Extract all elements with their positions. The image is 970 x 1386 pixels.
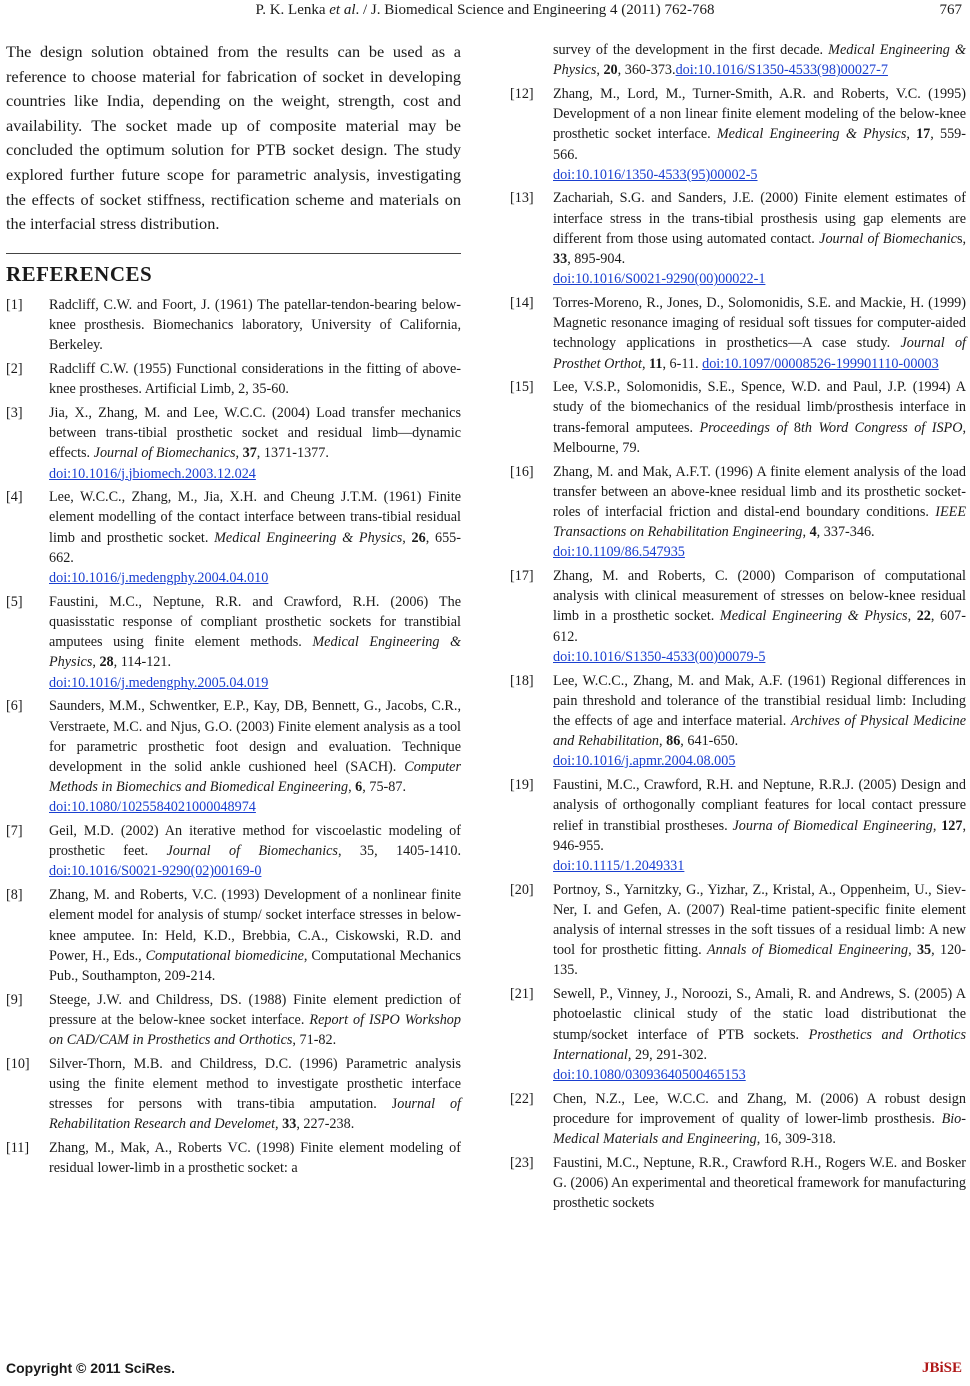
reference-item (6, 295, 461, 356)
doi-link[interactable]: doi:10.1016/1350-4533(95)00002-5 (553, 166, 758, 183)
reference-authors-title: Zhang, M. and Roberts, V.C. (1993) Development of a nonlinear finite element model for analysis of stump/ socket interface stresses in below-knee amputee. In: Held, K.D., Brebbia, C.A., Ciskowski, R.D. and Power, H., Eds., (49, 887, 461, 964)
reference-separator: , 16, 309-318. (756, 1131, 836, 1148)
reference-authors-title: Silver-Thorn, M.B. and Childress, D.C. (1996) Parametric analysis using the finite element method to investigate prosthetic interface stresses for persons with trans-tibia amputation. J (49, 1055, 461, 1113)
reference-pages: , 75-87. (362, 779, 406, 796)
reference-volume: 35 (916, 942, 932, 959)
copyright-notice: Copyright © 2011 SciRes. (6, 1360, 176, 1376)
running-title-etal: et al (329, 2, 356, 18)
reference-number: [8] (6, 887, 23, 904)
reference-number: [9] (6, 991, 23, 1008)
reference-number: [11] (6, 1140, 30, 1157)
reference-volume: 4 (809, 524, 817, 541)
reference-journal: ournal of Rehabilitation Research and Develomet (49, 1096, 462, 1133)
reference-number: [16] (510, 463, 534, 480)
reference-separator: , 29, 291-302. (627, 1046, 708, 1063)
reference-item (510, 1153, 966, 1214)
doi-link[interactable]: doi:10.1016/S0021-9290(02)00169-0 (49, 863, 262, 880)
reference-journal: Bio-Medical Materials and Engineering (553, 1110, 966, 1148)
reference-separator: , 71-82. (292, 1032, 337, 1049)
reference-journal: Medical Engineering & Physics (716, 126, 907, 143)
reference-separator: , (908, 942, 917, 959)
reference-pages: , 120-135. (553, 942, 966, 979)
doi-link[interactable]: doi:10.1016/j.medengphy.2004.04.010 (49, 570, 269, 587)
reference-separator: s, (956, 230, 967, 247)
doi-link[interactable]: doi:10.1080/03093640500465153 (553, 1066, 746, 1083)
reference-journal: Medical Engineering & Physics (49, 634, 461, 671)
reference-separator: , (275, 1116, 283, 1133)
reference-volume: 17 (916, 126, 931, 143)
right-column (510, 40, 966, 1217)
reference-authors-title: Lee, V.S.P., Solomonidis, S.E., Spence, W.D. and Paul, J.P. (1994) A study of the biomechanics of the residual limb/prosthesis interface in trans-femoral amputees. (553, 379, 966, 436)
reference-number: [22] (510, 1090, 534, 1107)
reference-volume: 22 (916, 608, 931, 625)
references-heading: REFERENCES (6, 261, 153, 286)
reference-item (510, 293, 966, 374)
reference-text: Radcliff, C.W. and Foort, J. (1961) The patellar-tendon-bearing below-knee prosthesis. Biomechanics laboratory, University of California, Berkeley. (49, 296, 461, 354)
reference-authors-title: Chen, N.Z., Lee, W.C.C. and Zhang, M. (2006) A robust design procedure for improvement of quality of lower-limb prosthesis. (553, 1090, 966, 1127)
reference-item (6, 592, 461, 693)
conclusion-paragraph: The design solution obtained from the results can be used as a reference to choose material for fabrication of socket in developing countries like India, depending on the weight, strength, cost and availability. The socket made up of composite material may be concluded the optimum solution for PTB socket design. The study explored further future scope for parametric analysis, investigating the effects of socket stiffness, rectification scheme and materials on the interfacial stress distribution. (6, 42, 461, 234)
reference-volume: 127 (941, 817, 963, 834)
reference-number: [2] (6, 361, 23, 378)
reference-pages: , 6-11. (662, 355, 703, 372)
reference-item (6, 821, 461, 882)
reference-separator: , (659, 733, 667, 750)
reference-authors-title: Faustini, M.C., Neptune, R.R. and Crawford, R.H. (2006) The quasisstatic response of compliant prosthetic sockets for transtibial amputees using finite element methods. (49, 593, 461, 651)
reference-journal: Journa of Biomedical Engineering (732, 817, 933, 834)
reference-item (6, 1054, 461, 1135)
doi-link[interactable]: doi:10.1115/1.2049331 (553, 857, 685, 874)
reference-volume: 33 (282, 1116, 297, 1133)
reference-journal: IEEE Transactions on Rehabilitation Engineering (553, 503, 966, 541)
doi-link[interactable]: doi:10.1016/j.medengphy.2005.04.019 (49, 674, 269, 691)
doi-line (49, 797, 461, 817)
reference-journal: Medical Engineering & Physics (214, 529, 403, 546)
reference-item (6, 885, 461, 986)
reference-volume: 11 (649, 355, 663, 372)
reference-separator: , (641, 355, 650, 372)
left-column (6, 40, 461, 1182)
reference-item (6, 359, 461, 399)
references-list-left (6, 295, 461, 1179)
reference-number: [3] (6, 404, 23, 421)
reference-journal: Journal of Prosthet Orthot (553, 335, 966, 372)
doi-line (49, 464, 461, 484)
doi-link[interactable]: doi:10.1016/S0021-9290(00)00022-1 (553, 271, 766, 288)
reference-number: [14] (510, 294, 534, 311)
reference-item (510, 566, 966, 667)
reference-journal-cont: th Word Congress of ISPO (800, 419, 963, 436)
doi-link[interactable]: doi:10.1016/S1350-4533(98)00027-7 (675, 62, 888, 79)
reference-authors-title: Sewell, P., Vinney, J., Noroozi, S., Amali, R. and Andrews, S. (2005) A photoelastic clinical study of the static load distributionat the stump/socket interface of PTB sockets. (553, 986, 966, 1043)
reference-pages: , 337-346. (816, 524, 875, 541)
doi-link[interactable]: doi:10.1016/S1350-4533(00)00079-5 (553, 648, 766, 665)
reference-journal: Prosthetics and Orthotics International (553, 1026, 966, 1063)
reference-journal: Medical Engineering & Physics (553, 42, 966, 79)
reference-volume: 86 (666, 733, 681, 750)
reference-authors-title: Jia, X., Zhang, M. and Lee, W.C.C. (2004) Load transfer mechanics between trans-tibial prosthetic socket and residual limb—dynamic effects. (49, 404, 461, 462)
reference-pages: , 655-662. (49, 529, 461, 566)
journal-abbreviation: JBiSE (921, 1360, 962, 1376)
doi-line (553, 856, 966, 876)
doi-line (49, 568, 461, 588)
reference-pages: , 895-904. (567, 251, 626, 268)
reference-item (510, 775, 966, 876)
reference-authors-title: Zachariah, S.G. and Sanders, J.E. (2000) Finite element estimates of interface stress in the trans-tibial prosthesis using gap elements are different from those using automated contact. (553, 190, 966, 247)
reference-journal: Computational biomedicine (145, 947, 304, 964)
doi-link[interactable]: doi:10.1080/1025584021000048974 (49, 799, 256, 816)
page-number: 767 (939, 2, 962, 18)
doi-line (553, 542, 966, 562)
reference-pages: , 114-121. (113, 654, 172, 671)
reference-volume: 33 (553, 251, 568, 268)
reference-number: [1] (6, 296, 23, 313)
reference-authors-title: Lee, W.C.C., Zhang, M., Jia, X.H. and Cheung J.T.M. (1961) Finite element modelling of the contact interface between trans-tibial residual limb and prosthetic socket. (49, 489, 461, 546)
doi-line (553, 269, 966, 289)
reference-authors-title: Saunders, M.M., Schwentker, E.P., Kay, DB, Bennett, G., Jacobs, C.R., Verstraete, M.C. and Njus, G.O. (2003) Finite element analysis as a tool for parametric prosthetic foot design and evaluation. Technique development in the solid ankle cushioned heel (SACH). (49, 698, 461, 775)
reference-separator: 8 (787, 419, 801, 436)
reference-pages: , 946-955. (553, 817, 967, 854)
reference-separator: , 35, 1405-1410. (337, 843, 461, 860)
running-title-journal: . / J. Biomedical Science and Engineering 4 (2011) 762-768 (355, 2, 715, 18)
doi-line (676, 62, 888, 78)
reference-authors-title: Steege, J.W. and Childress, DS. (1988) Finite element prediction of pressure at the below-knee socket interface. (49, 991, 461, 1028)
reference-journal: Journal of Biomechanic (819, 230, 957, 247)
reference-item (510, 84, 966, 185)
reference-item (6, 990, 461, 1051)
reference-item (510, 1089, 966, 1150)
reference-item (510, 462, 966, 563)
reference-separator: , (235, 445, 243, 462)
reference-text: Radcliff C.W. (1955) Functional considerations in the fitting of above-knee prostheses. Artificial Limb, 2, 35-60. (49, 361, 461, 398)
reference-journal: Computer Methods in Biomechics and Biomedical Engineering (49, 758, 461, 796)
reference-authors-title-part1: Zhang, M., Mak, A., Roberts VC. (1998) Finite element modeling of residual lower-limb in a prosthetic socket: a (49, 1140, 461, 1177)
reference-separator: , (596, 62, 604, 79)
reference-separator: , (92, 654, 100, 671)
reference-separator: , (932, 817, 942, 834)
doi-line (553, 647, 966, 667)
reference-authors-title: Faustini, M.C., Neptune, R.R., Crawford R.H., Rogers W.E. and Bosker G. (2006) An experimental and theoretical framework for manufacturing prosthetic sockets (553, 1154, 966, 1212)
reference-volume: 28 (99, 654, 114, 671)
doi-link[interactable]: doi:10.1016/j.apmr.2004.08.005 (553, 753, 736, 770)
reference-item (510, 880, 966, 981)
reference-separator: , (907, 608, 917, 625)
reference-authors-title: Zhang, M., Lord, M., Turner-Smith, A.R. and Roberts, V.C. (1995) Development of a non linear finite element modeling of the below-knee prosthetic socket interface. (553, 85, 966, 143)
reference-item (510, 188, 966, 289)
reference-tail: , Melbourne, 79. (553, 419, 967, 456)
reference-number: [6] (6, 698, 23, 715)
reference-separator: , (906, 126, 917, 143)
reference-number: [23] (510, 1154, 534, 1171)
running-title (0, 1, 970, 19)
reference-continuation (510, 40, 966, 80)
doi-link[interactable]: doi:10.1016/j.jbiomech.2003.12.024 (49, 465, 256, 482)
reference-number: [4] (6, 489, 23, 506)
reference-journal: Journal of Biomechanics (93, 445, 236, 462)
reference-authors-title: Zhang, M. and Mak, A.F.T. (1996) A finite element analysis of the load transfer between an above-knee residual limb and its prosthetic socket-roles of interfacial friction and distal-end boundary conditions. (553, 463, 966, 520)
reference-number: [20] (510, 881, 534, 898)
reference-authors-title-part2: survey of the development in the first decade. (553, 42, 829, 58)
reference-journal: Report of ISPO Workshop on CAD/CAM in Prosthetics and Orthotics (49, 1011, 461, 1049)
reference-number: [18] (510, 672, 534, 689)
reference-item (510, 671, 966, 772)
reference-pages: , 641-650. (680, 733, 739, 750)
running-header (0, 0, 970, 22)
reference-item (6, 403, 461, 484)
reference-item (6, 1138, 461, 1178)
doi-link[interactable]: doi:10.1109/86.547935 (553, 544, 685, 561)
reference-number: [5] (6, 593, 23, 610)
doi-line (49, 673, 461, 693)
reference-authors-title: Zhang, M. and Roberts, C. (2000) Comparison of computational analysis with clinical measurement of stresses on below-knee residual limb in a prosthetic socket. (553, 568, 966, 625)
reference-journal: Journal of Biomechanics (166, 843, 338, 860)
section-divider (6, 253, 461, 254)
reference-authors-title: Faustini, M.C., Crawford, R.H. and Neptune, R.R.J. (2005) Design and analysis of orthogonally compliant features for local contact pressure relief in transtibial prostheses. (553, 777, 966, 834)
references-list-right (510, 40, 966, 1213)
reference-volume: 26 (411, 529, 426, 546)
page-footer (0, 1356, 970, 1386)
reference-pages: , 360-373. (617, 62, 676, 79)
reference-number: [17] (510, 568, 534, 585)
reference-journal: Archives of Physical Medicine and Rehabilitation (553, 713, 967, 750)
running-title-authors: P. K. Lenka (255, 2, 330, 18)
reference-authors-title: Geil, M.D. (2002) An iterative method for viscoelastic modeling of prosthetic feet. (49, 823, 461, 860)
reference-pages: , 607-612. (553, 608, 966, 645)
reference-authors-title: Torres-Moreno, R., Jones, D., Solomonidis, S.E. and Mackie, H. (1999) Magnetic resonance imaging of residual soft tissues for computer-aided technology applications in prosthetics—A case study. (553, 294, 966, 352)
reference-journal: Annals of Biomedical Engineering (707, 942, 909, 959)
reference-journal: Proceedings of (699, 419, 788, 436)
reference-item (510, 984, 966, 1085)
doi-link[interactable]: doi:10.1097/00008526-199901110-00003 (702, 355, 939, 372)
reference-authors-title: Portnoy, S., Yarnitzky, G., Yizhar, Z., Kristal, A., Oppenheim, U., Siev-Ner, I. and Gefen, A. (2007) Real-time patient-specific finite element analysis of internal stresses in the soft tissues of a residual limb: A new tool for prosthetic fitting. (553, 881, 966, 959)
reference-number: [15] (510, 379, 534, 396)
reference-separator: , (802, 524, 810, 541)
reference-pages: , 559-566. (553, 126, 966, 163)
reference-journal: Medical Engineering & Physics (719, 608, 908, 625)
reference-separator: , (348, 779, 356, 796)
reference-number: [19] (510, 777, 534, 794)
doi-line (553, 751, 966, 771)
reference-authors-title: Lee, W.C.C., Zhang, M. and Mak, A.F. (1961) Regional differences in pain threshold and tolerance of the transtibial residual limb: Including the effects of age and interface material. (553, 672, 966, 729)
reference-volume: 6 (355, 779, 363, 796)
reference-volume: 20 (603, 62, 618, 79)
doi-line (553, 165, 966, 185)
reference-item (6, 696, 461, 817)
reference-number: [12] (510, 85, 534, 102)
reference-volume: 37 (242, 445, 257, 462)
reference-item (6, 487, 461, 588)
reference-separator: , Computational Mechanics Pub., Southampton, 209-214. (49, 947, 461, 984)
doi-line (553, 1065, 966, 1085)
reference-number: [7] (6, 823, 23, 840)
reference-separator: , (402, 529, 412, 546)
reference-pages: , 227-238. (296, 1116, 355, 1133)
reference-number: [13] (510, 190, 534, 207)
reference-number: [21] (510, 986, 534, 1003)
reference-item (510, 377, 966, 458)
reference-number: [10] (6, 1055, 30, 1072)
reference-pages: , 1371-1377. (256, 445, 329, 462)
